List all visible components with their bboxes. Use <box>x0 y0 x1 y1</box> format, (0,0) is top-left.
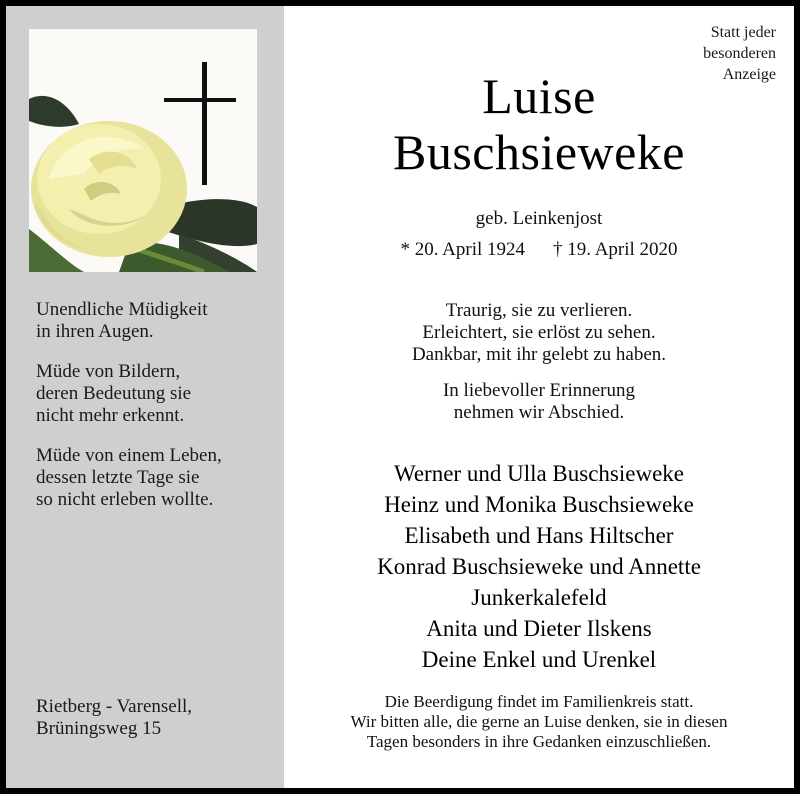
birth-date: * 20. April 1924 <box>400 239 525 260</box>
last-name: Buschsieweke <box>392 124 686 180</box>
family-list <box>284 458 794 675</box>
poem-stanza-3: Müde von einem Leben, dessen letzte Tage sie so nicht erleben wollte. <box>36 445 222 510</box>
farewell-text: In liebevoller Erinnerung nehmen wir Abschied. <box>442 380 636 423</box>
family-member: Anita und Dieter Ilskens <box>426 616 652 641</box>
life-dates <box>284 238 794 262</box>
family-member: Konrad Buschsieweke und Annette <box>377 554 701 579</box>
sidebar <box>6 6 284 788</box>
poem-stanza-2: Müde von Bildern, deren Bedeutung sie nicht mehr erkennt. <box>36 361 192 426</box>
notice-tag: Statt jeder besonderen Anzeige <box>703 24 776 83</box>
poem <box>36 299 276 529</box>
family-member: Heinz und Monika Buschsieweke <box>384 492 694 517</box>
verse: Traurig, sie zu verlieren. Erleichtert, sie erlöst zu sehen. Dankbar, mit ihr gelebt zu haben. <box>411 300 667 365</box>
family-member: Junkerkalefeld <box>471 585 607 610</box>
rose-cross-image <box>29 29 257 272</box>
address: Rietberg - Varensell, Brüningsweg 15 <box>36 696 193 739</box>
main-content <box>284 6 794 788</box>
first-name: Luise <box>482 68 596 124</box>
birth-name: geb. Leinkenjost <box>475 208 603 229</box>
family-member: Elisabeth und Hans Hiltscher <box>404 523 674 548</box>
poem-stanza-1: Unendliche Müdigkeit in ihren Augen. <box>36 299 208 342</box>
death-date: † 19. April 2020 <box>553 239 678 260</box>
family-member: Werner und Ulla Buschsieweke <box>393 461 685 486</box>
funeral-note: Die Beerdigung findet im Familienkreis statt. Wir bitten alle, die gerne an Luise denken, sie in diesen Tagen besonders in ihre Gedanken einzuschließen. <box>350 692 728 751</box>
rose-icon <box>29 29 257 272</box>
family-member: Deine Enkel und Urenkel <box>421 647 657 672</box>
